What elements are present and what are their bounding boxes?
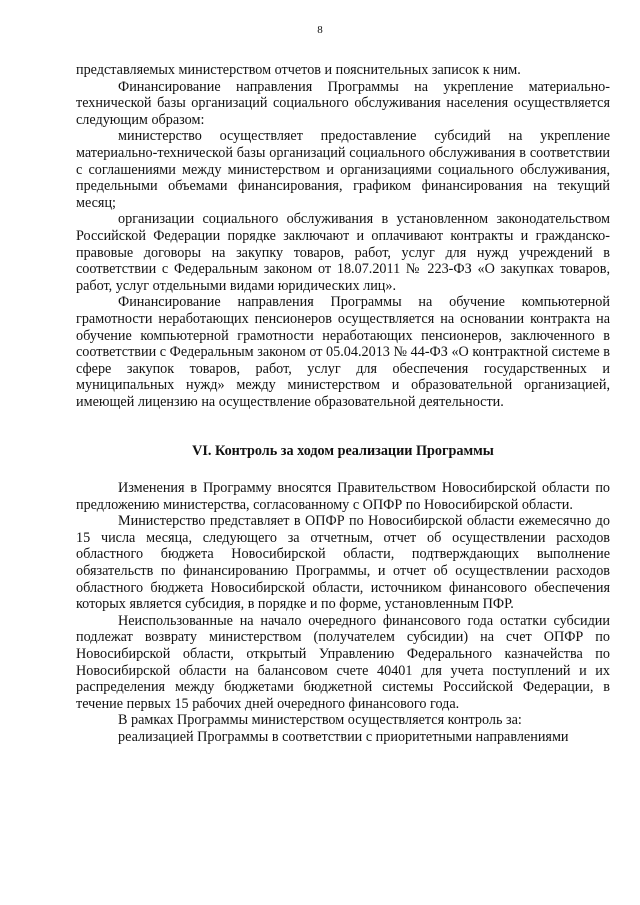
document-body: [76, 62, 610, 746]
paragraph: представляемых министерством отчетов и пояснительных записок к ним.: [76, 62, 521, 78]
paragraph: организации социального обслуживания в установленном законодательством Российской Федерации порядке заключают и оплачивают контракты и гражданско-правовые договоры на закупку товаров, работ, услуг для нужд учреждений в соответствии с Федеральным законом от 18.07.2011 № 223-ФЗ «О закупках товаров, работ, услуг отдельными видами юридических лиц».: [76, 211, 610, 294]
paragraph: Изменения в Программу вносятся Правительством Новосибирской области по предложению министерства, согласованному с ОПФР по Новосибирской области.: [76, 480, 610, 513]
paragraph: Финансирование направления Программы на обучение компьютерной грамотности неработающих пенсионеров осуществляется на основании контракта на обучение компьютерной грамотности неработающих пенсионеров, заключенного в соответствии с Федеральным законом от 05.04.2013 № 44-ФЗ «О контрактной системе в сфере закупок товаров, работ, услуг для обеспечения государственных и муниципальных нужд» между министерством и образовательной организацией, имеющей лицензию на осуществление образовательной деятельности.: [76, 294, 610, 410]
paragraph: реализацией Программы в соответствии с приоритетными направлениями: [118, 728, 569, 745]
paragraph: Министерство представляет в ОПФР по Новосибирской области ежемесячно до 15 числа месяца, следующего за отчетным, отчет об осуществлении расходов областного бюджета Новосибирской области, подтверждающих выполнение обязательств по финансированию Программы, и отчет об осуществлении расходов областного бюджета Новосибирской области, источником финансового обеспечения которых является субсидия, в порядке и по форме, установленным ПФР.: [76, 513, 610, 613]
paragraph: Неиспользованные на начало очередного финансового года остатки субсидии подлежат возврату министерством (получателем субсидии) на счет ОПФР по Новосибирской области, открытый Управлению Федерального казначейства по Новосибирской области на балансовом счете 40401 для учета поступлений и их распределения между бюджетами бюджетной системы Российской Федерации, в течение первых 15 рабочих дней очередного финансового года.: [76, 612, 610, 712]
paragraph: Финансирование направления Программы на укрепление материально-технической базы организаций социального обслуживания населения осуществляется следующим образом:: [76, 78, 610, 128]
page-number: 8: [317, 24, 323, 36]
paragraph: В рамках Программы министерством осуществляется контроль за:: [118, 712, 522, 729]
section-heading: VI. Контроль за ходом реализации Программы: [192, 443, 494, 460]
paragraph: министерство осуществляет предоставление субсидий на укрепление материально-технической базы организаций социального обслуживания в соответствии с соглашениями между министерством и организациями социального обслуживания, предельными объемами финансирования, графиком финансирования на текущий месяц;: [76, 128, 610, 211]
